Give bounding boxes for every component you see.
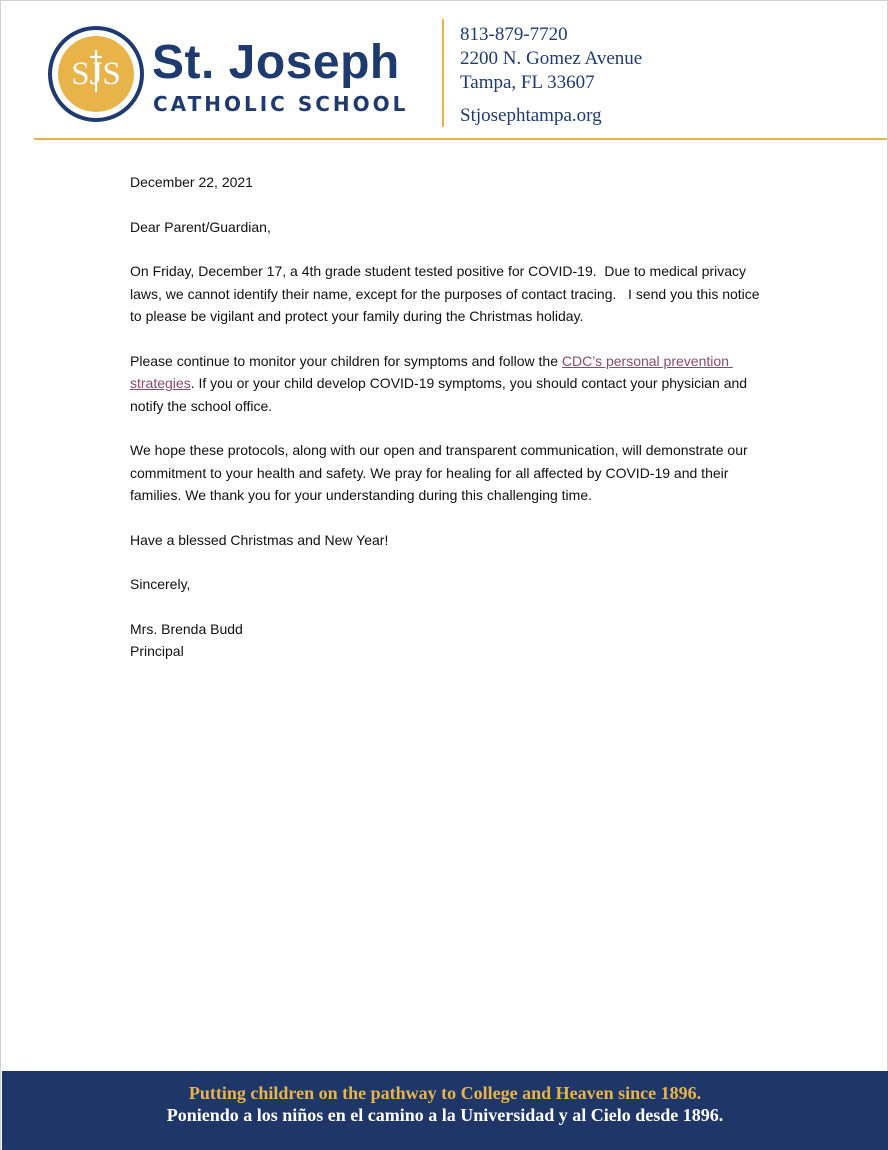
logo-monogram: SJS [71, 56, 121, 92]
contact-phone: 813-879-7720 [460, 24, 568, 45]
header-divider [442, 19, 444, 127]
letter-closing-wish: Have a blessed Christmas and New Year! [130, 531, 389, 548]
paragraph-2-intro: Please continue to monitor your children for symptoms and follow the [130, 352, 562, 369]
letter-sign-off: Sincerely, [130, 576, 191, 592]
signer-title: Principal [130, 643, 184, 659]
contact-website[interactable]: Stjosephtampa.org [460, 105, 602, 126]
footer-motto-english: Putting children on the pathway to College and Heaven since 1896. [188, 1083, 702, 1103]
school-name: St. Joseph [152, 36, 400, 89]
footer-motto-spanish: Poniendo a los niños en el camino a la Universidad y al Cielo desde 1896. [166, 1105, 724, 1125]
school-subtitle: CATHOLIC SCHOOL [153, 92, 409, 116]
school-logo-icon [48, 26, 144, 122]
letter-paragraph-3: We hope these protocols, along with our open and transparent communication, will demonstrate our commitment to your health and safety. We pray for healing for all affected by COVID-19 and their families. We thank you for your understanding during this challenging time. [130, 442, 752, 503]
footer-banner [2, 1071, 888, 1150]
letter-paragraph-2 [130, 350, 770, 418]
cdc-prevention-link[interactable]: CDC’s personal prevention strategies [130, 352, 733, 391]
letter-date: December 22, 2021 [130, 174, 253, 190]
signer-name: Mrs. Brenda Budd [130, 620, 243, 637]
header-rule [34, 138, 887, 140]
letter-body [130, 171, 770, 663]
contact-address-line1: 2200 N. Gomez Avenue [460, 48, 643, 69]
paragraph-2-rest: . If you or your child develop COVID-19 symptoms, you should contact your physician and notify the school office. [130, 375, 751, 414]
letter-paragraph-1: On Friday, December 17, a 4th grade student tested positive for COVID-19. Due to medical privacy laws, we cannot identify their name, except for the purposes of contact tracing. I send you this notice to please be vigilant and protect your family during the Christmas holiday. [130, 263, 764, 324]
letter-salutation: Dear Parent/Guardian, [130, 218, 271, 235]
contact-address-line2: Tampa, FL 33607 [460, 72, 595, 93]
